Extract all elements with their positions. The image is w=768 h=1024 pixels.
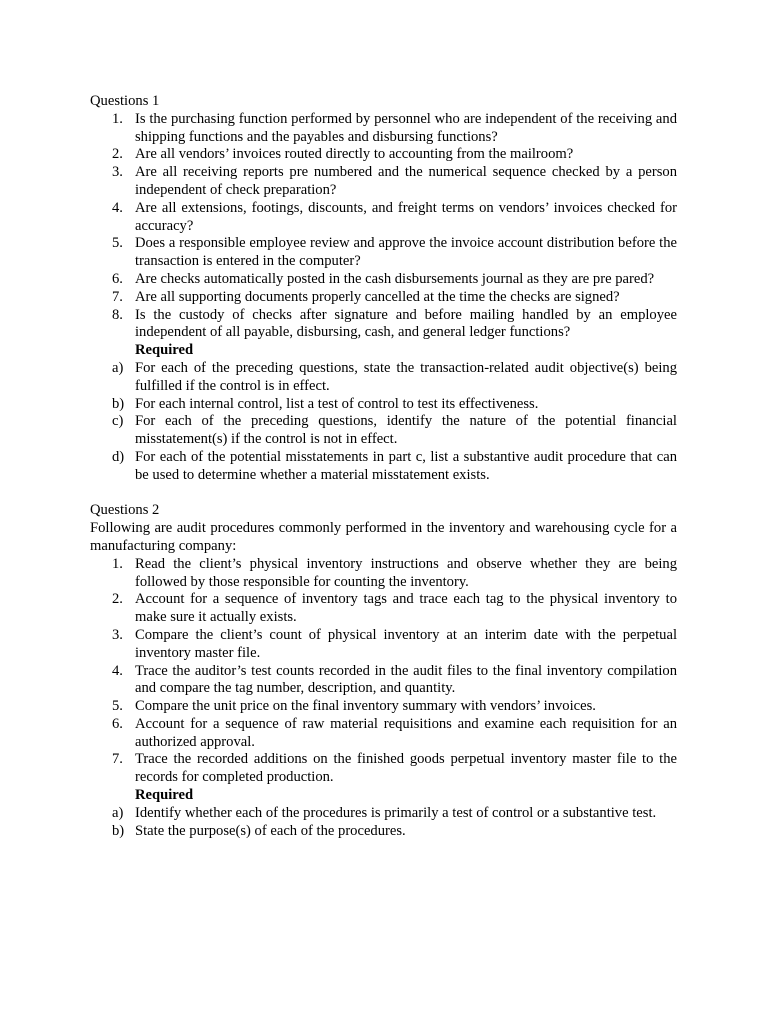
document-page <box>90 93 677 840</box>
list-item-text: Are checks automatically posted in the cash disbursements journal as they are pre pared? <box>135 270 655 287</box>
list-item-text: Trace the recorded additions on the finished goods perpetual inventory master file to the records for completed production. <box>135 751 677 786</box>
required-label: Required <box>135 787 194 804</box>
question-1-required-list <box>90 360 677 485</box>
list-marker: 3. <box>112 164 123 181</box>
question-2-intro: Following are audit procedures commonly performed in the inventory and warehousing cycle for a manufacturing company: <box>90 520 677 554</box>
question-2-required-list <box>90 805 677 841</box>
list-item-text: Is the custody of checks after signature and before mailing handled by an employee independent of all payable, disbursing, cash, and general ledger functions? <box>135 306 677 341</box>
list-item-text: Are all extensions, footings, discounts, and freight terms on vendors’ invoices checked for accuracy? <box>135 199 677 234</box>
list-item <box>90 413 677 449</box>
list-item-text: Are all receiving reports pre numbered and the numerical sequence checked by a person independent of check preparation? <box>135 164 677 198</box>
list-item <box>90 396 677 414</box>
list-item-text: For each internal control, list a test of control to test its effectiveness. <box>135 395 539 412</box>
list-marker: 1. <box>112 110 123 127</box>
list-item <box>90 751 677 787</box>
list-marker: 6. <box>112 270 123 287</box>
list-item <box>90 698 677 716</box>
list-item-text: Account for a sequence of inventory tags and trace each tag to the physical inventory to make sure it actually exists. <box>135 591 677 626</box>
list-item <box>90 449 677 485</box>
list-item-text: Trace the auditor’s test counts recorded in the audit files to the final inventory compilation and compare the tag number, description, and quantity. <box>135 662 677 697</box>
list-item-text: Account for a sequence of raw material requisitions and examine each requisition for an authorized approval. <box>135 715 677 750</box>
list-marker: a) <box>112 359 124 376</box>
list-marker: 4. <box>112 199 123 216</box>
list-item <box>90 289 677 307</box>
list-item <box>90 663 677 699</box>
list-item-text: Read the client’s physical inventory instructions and observe whether they are being followed by those responsible for counting the inventory. <box>135 555 677 590</box>
list-item <box>90 823 677 841</box>
list-marker: 7. <box>112 751 123 768</box>
list-item <box>90 360 677 396</box>
list-item <box>90 307 677 343</box>
list-marker: 4. <box>112 662 123 679</box>
list-item-text: For each of the preceding questions, identify the nature of the potential financial misstatement(s) if the control is not in effect. <box>135 413 677 448</box>
list-marker: 8. <box>112 306 123 323</box>
question-2-heading: Questions 2 <box>90 502 160 519</box>
list-item <box>90 146 677 164</box>
list-item <box>90 271 677 289</box>
list-marker: 5. <box>112 235 123 252</box>
list-item-text: Compare the unit price on the final inventory summary with vendors’ invoices. <box>135 698 596 715</box>
list-item <box>90 805 677 823</box>
question-2-section <box>90 502 677 840</box>
list-item-text: Is the purchasing function performed by personnel who are independent of the receiving and shipping functions and the payables and disbursing functions? <box>135 110 677 145</box>
list-marker: 6. <box>112 715 123 732</box>
list-marker: b) <box>112 395 125 412</box>
list-marker: d) <box>112 448 125 465</box>
question-2-list <box>90 556 677 787</box>
list-marker: c) <box>112 413 124 430</box>
required-label: Required <box>135 342 194 359</box>
list-item <box>90 591 677 627</box>
list-item <box>90 716 677 752</box>
list-item-text: For each of the potential misstatements in part c, list a substantive audit procedure that can be used to determine whether a material misstatement exists. <box>135 448 677 483</box>
list-item <box>90 164 677 200</box>
list-item-text: Are all supporting documents properly cancelled at the time the checks are signed? <box>135 288 620 305</box>
list-marker: b) <box>112 822 125 839</box>
question-1-list <box>90 111 677 342</box>
list-marker: 1. <box>112 555 123 572</box>
list-item-text: For each of the preceding questions, state the transaction-related audit objective(s) being fulfilled if the control is in effect. <box>135 359 677 394</box>
list-item-text: Compare the client’s count of physical inventory at an interim date with the perpetual inventory master file. <box>135 626 677 661</box>
list-item <box>90 235 677 271</box>
list-item-text: Does a responsible employee review and approve the invoice account distribution before the transaction is entered in the computer? <box>135 235 677 270</box>
list-item <box>90 627 677 663</box>
list-item-text: State the purpose(s) of each of the procedures. <box>135 822 406 839</box>
list-item <box>90 111 677 147</box>
list-marker: a) <box>112 804 124 821</box>
question-1-heading: Questions 1 <box>90 93 160 109</box>
list-item-text: Are all vendors’ invoices routed directly to accounting from the mailroom? <box>135 146 574 163</box>
list-marker: 2. <box>112 591 123 608</box>
list-marker: 7. <box>112 288 123 305</box>
list-marker: 5. <box>112 698 123 715</box>
question-1-section <box>90 93 677 485</box>
list-marker: 3. <box>112 626 123 643</box>
list-marker: 2. <box>112 146 123 163</box>
list-item-text: Identify whether each of the procedures is primarily a test of control or a substantive test. <box>135 804 657 821</box>
list-item <box>90 556 677 592</box>
list-item <box>90 200 677 236</box>
